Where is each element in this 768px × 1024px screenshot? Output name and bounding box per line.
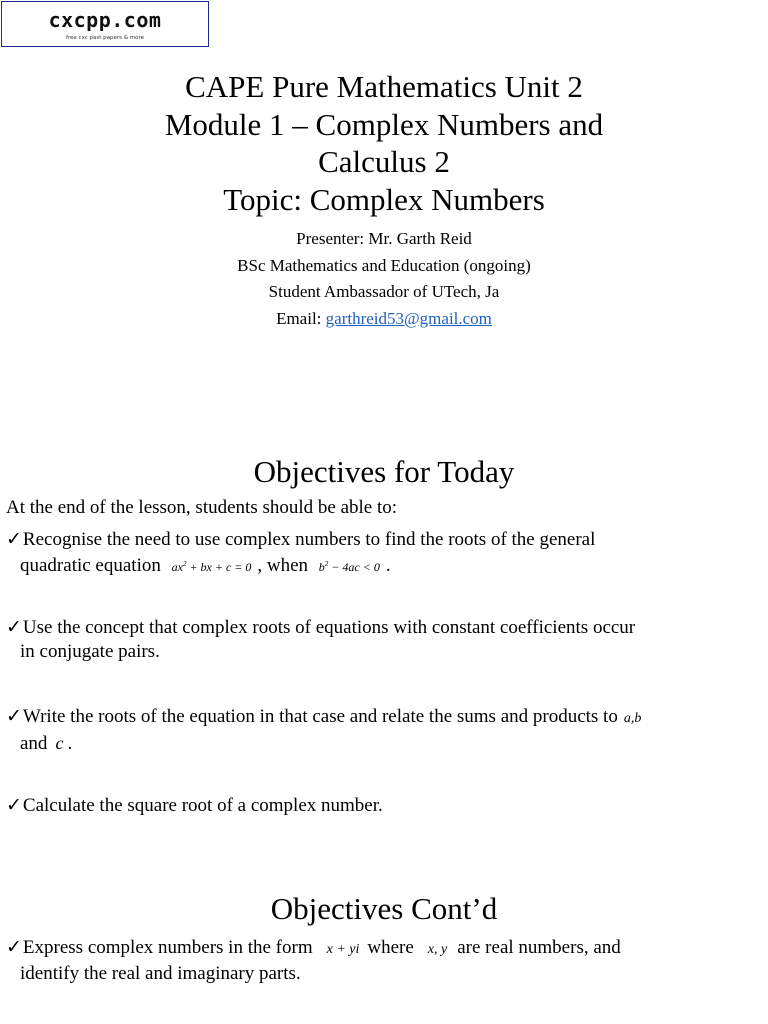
site-logo[interactable]: [1, 1, 209, 47]
check-icon: ✓: [6, 529, 22, 550]
objective-item-4: [6, 794, 766, 818]
presenter-info: [0, 226, 768, 332]
title-line-2: Module 1 – Complex Numbers and: [164, 106, 604, 142]
variable-c: c: [55, 733, 64, 753]
objective-2-line-1: Use the concept that complex roots of equations with constant coefficients occur: [22, 617, 636, 638]
logo-tagline: free cxc past papers & more: [65, 35, 145, 41]
objective-item-2: [6, 616, 766, 664]
objective-4-line-1: Calculate the square root of a complex number.: [22, 795, 383, 816]
objectives-heading: Objectives for Today: [253, 454, 515, 489]
presenter-degree: BSc Mathematics and Education (ongoing): [237, 255, 531, 275]
objective-contd-item-1: [6, 936, 766, 986]
check-icon: ✓: [6, 706, 22, 727]
complex-form: x + yi: [326, 942, 360, 957]
email-link[interactable]: garthreid53@gmail.com: [325, 308, 492, 328]
objective-item-1: [6, 528, 766, 579]
quadratic-equation: $ax^2$ + bx + c = 0: [171, 560, 252, 574]
presenter-role: Student Ambassador of UTech, Ja: [268, 282, 500, 301]
objectives-intro: At the end of the lesson, students should be able to:: [6, 497, 398, 518]
objective-3-end: .: [67, 733, 73, 754]
objective-contd-1-prefix: Express complex numbers in the form: [22, 937, 313, 958]
and-text: and: [20, 733, 48, 754]
presenter-name: Presenter: Mr. Garth Reid: [296, 229, 472, 248]
variables-a-b: a,b: [623, 711, 642, 726]
objective-1-line-1: Recognise the need to use complex numbers to find the roots of the general: [22, 529, 596, 550]
check-icon: ✓: [6, 937, 22, 958]
where-text: where: [367, 937, 414, 958]
objective-item-3: [6, 705, 766, 756]
check-icon: ✓: [6, 795, 22, 816]
objectives-contd-heading: Objectives Cont’d: [270, 891, 498, 926]
logo-title: cxcpp.com: [48, 8, 162, 32]
when-text: , when: [257, 555, 309, 576]
objective-contd-1-suffix: are real numbers, and: [457, 937, 621, 958]
presenter-email-line: [0, 306, 768, 333]
check-icon: ✓: [6, 617, 22, 638]
title-line-1: CAPE Pure Mathematics Unit 2: [185, 69, 583, 104]
title-line-3: Calculus 2: [318, 144, 450, 179]
slide-title: [0, 68, 768, 218]
email-label: Email:: [276, 308, 322, 328]
objective-3-line-1: Write the roots of the equation in that case and relate the sums and products to: [22, 706, 618, 727]
objective-1-line-2: quadratic equation: [20, 555, 161, 576]
title-line-4: Topic: Complex Numbers: [223, 181, 545, 217]
objective-1-end: .: [385, 555, 391, 576]
objective-2-line-2: in conjugate pairs.: [20, 641, 160, 662]
discriminant-condition: $b^2 - 4ac < 0$: [318, 560, 380, 574]
objective-contd-1-line-2: identify the real and imaginary parts.: [20, 963, 301, 984]
variables-x-y: x, y: [427, 942, 448, 957]
